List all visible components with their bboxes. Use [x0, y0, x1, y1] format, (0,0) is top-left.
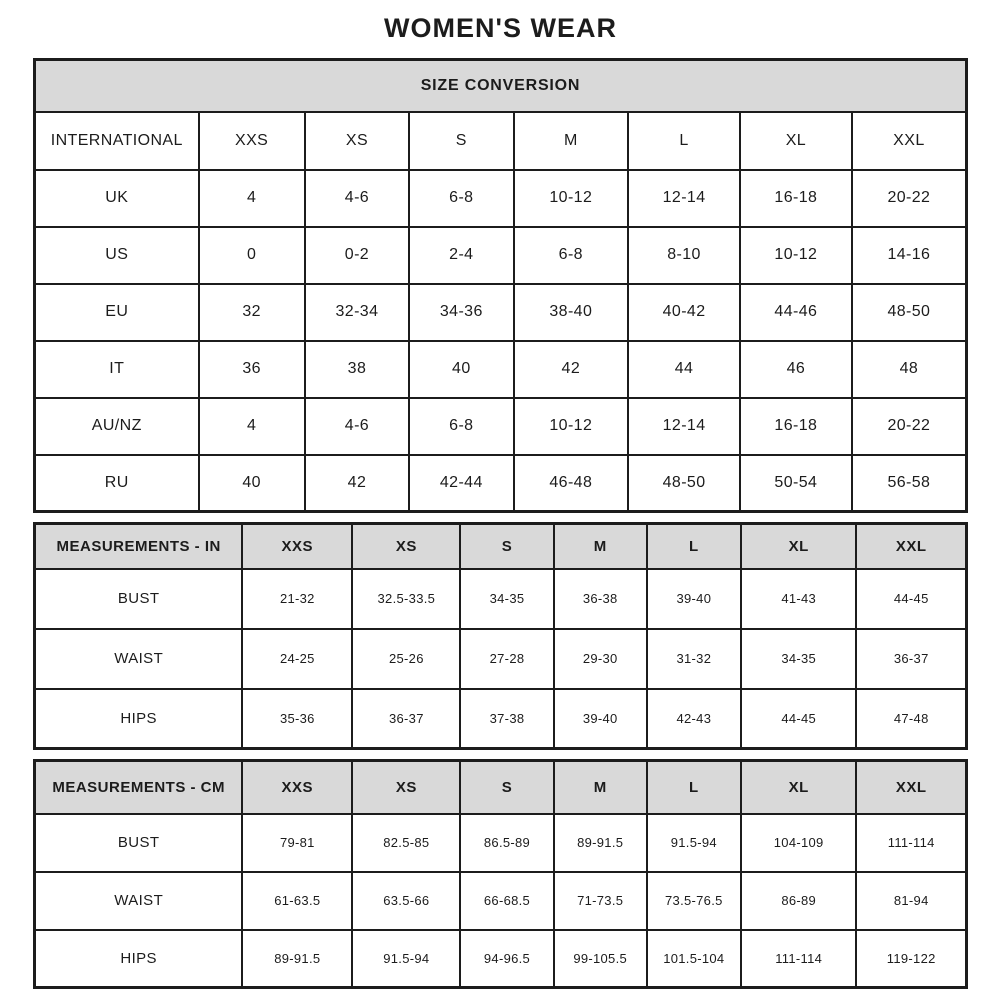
measurement-cell: 82.5-85 — [352, 814, 460, 872]
row-label: HIPS — [35, 689, 243, 749]
measurement-cell: 119-122 — [856, 930, 966, 988]
measurement-cell: 27-28 — [460, 629, 553, 689]
column-header-xs: XS — [352, 524, 460, 569]
column-header-xl: XL — [741, 761, 857, 814]
size-conversion-table — [33, 58, 968, 513]
measurement-cell: 37-38 — [460, 689, 553, 749]
table-row-hips-cm — [35, 930, 967, 988]
row-label: UK — [35, 170, 199, 227]
measurement-cell: 61-63.5 — [242, 872, 352, 930]
measurement-cell: 99-105.5 — [554, 930, 647, 988]
row-label: WAIST — [35, 872, 243, 930]
size-cell: 44-46 — [740, 284, 852, 341]
measurement-cell: 63.5-66 — [352, 872, 460, 930]
measurement-cell: 32.5-33.5 — [352, 569, 460, 629]
measurement-cell: 39-40 — [647, 569, 741, 629]
size-conversion-band-header: SIZE CONVERSION — [35, 60, 967, 112]
size-cell: 0 — [199, 227, 305, 284]
size-cell: 40 — [199, 455, 305, 512]
measurement-cell: 44-45 — [856, 569, 966, 629]
size-cell: 6-8 — [409, 170, 513, 227]
size-cell: 6-8 — [514, 227, 629, 284]
row-label: EU — [35, 284, 199, 341]
measurement-cell: 111-114 — [741, 930, 857, 988]
size-cell: 34-36 — [409, 284, 513, 341]
size-cell: 10-12 — [740, 227, 852, 284]
row-label: BUST — [35, 814, 243, 872]
size-cell: 48-50 — [628, 455, 740, 512]
size-cell: 2-4 — [409, 227, 513, 284]
column-header-xxl: XXL — [852, 112, 967, 170]
size-cell: 10-12 — [514, 170, 629, 227]
size-cell: 50-54 — [740, 455, 852, 512]
size-cell: 16-18 — [740, 398, 852, 455]
column-header-l: L — [647, 761, 741, 814]
table-row-waist-in — [35, 629, 967, 689]
column-header-l: L — [647, 524, 741, 569]
measurement-cell: 34-35 — [460, 569, 553, 629]
table-row-eu — [35, 284, 967, 341]
size-cell: 4 — [199, 170, 305, 227]
size-cell: 16-18 — [740, 170, 852, 227]
size-cell: 56-58 — [852, 455, 967, 512]
table-row-aunz — [35, 398, 967, 455]
measurements-cm-table — [33, 759, 968, 989]
column-header-xxs: XXS — [242, 524, 352, 569]
column-header-xxl: XXL — [856, 761, 966, 814]
measurement-cell: 66-68.5 — [460, 872, 553, 930]
column-header-xxl: XXL — [856, 524, 966, 569]
column-header-xs: XS — [352, 761, 460, 814]
size-cell: 14-16 — [852, 227, 967, 284]
table-row-it — [35, 341, 967, 398]
measurement-cell: 47-48 — [856, 689, 966, 749]
column-header-m: M — [554, 524, 647, 569]
table-row-bust-in — [35, 569, 967, 629]
measurements-in-header: MEASUREMENTS - IN — [35, 524, 243, 569]
size-cell: 4 — [199, 398, 305, 455]
column-header-m: M — [514, 112, 629, 170]
measurement-cell: 36-38 — [554, 569, 647, 629]
row-label: IT — [35, 341, 199, 398]
column-header-s: S — [460, 524, 553, 569]
measurement-cell: 91.5-94 — [647, 814, 741, 872]
row-label: HIPS — [35, 930, 243, 988]
measurements-in-table — [33, 522, 968, 750]
size-cell: 40 — [409, 341, 513, 398]
page-title: WOMEN'S WEAR — [384, 13, 617, 43]
size-cell: 10-12 — [514, 398, 629, 455]
row-label: AU/NZ — [35, 398, 199, 455]
measurement-cell: 24-25 — [242, 629, 352, 689]
column-header-s: S — [460, 761, 553, 814]
size-conversion-columns-row — [35, 112, 967, 170]
column-header-xs: XS — [305, 112, 409, 170]
column-header-international: INTERNATIONAL — [35, 112, 199, 170]
table-row-ru — [35, 455, 967, 512]
measurement-cell: 94-96.5 — [460, 930, 553, 988]
size-cell: 40-42 — [628, 284, 740, 341]
size-cell: 48 — [852, 341, 967, 398]
measurement-cell: 29-30 — [554, 629, 647, 689]
size-cell: 44 — [628, 341, 740, 398]
row-label: RU — [35, 455, 199, 512]
size-cell: 8-10 — [628, 227, 740, 284]
measurement-cell: 41-43 — [741, 569, 857, 629]
column-header-xxs: XXS — [199, 112, 305, 170]
table-row-us — [35, 227, 967, 284]
measurement-cell: 34-35 — [741, 629, 857, 689]
size-cell: 38 — [305, 341, 409, 398]
table-row-bust-cm — [35, 814, 967, 872]
measurement-cell: 91.5-94 — [352, 930, 460, 988]
size-cell: 12-14 — [628, 170, 740, 227]
measurement-cell: 39-40 — [554, 689, 647, 749]
measurement-cell: 21-32 — [242, 569, 352, 629]
measurement-cell: 73.5-76.5 — [647, 872, 741, 930]
table-row-hips-in — [35, 689, 967, 749]
size-cell: 32-34 — [305, 284, 409, 341]
measurement-cell: 36-37 — [352, 689, 460, 749]
size-cell: 48-50 — [852, 284, 967, 341]
size-cell: 12-14 — [628, 398, 740, 455]
measurement-cell: 86-89 — [741, 872, 857, 930]
size-cell: 42 — [305, 455, 409, 512]
row-label: WAIST — [35, 629, 243, 689]
size-cell: 4-6 — [305, 170, 409, 227]
size-cell: 32 — [199, 284, 305, 341]
table-row-waist-cm — [35, 872, 967, 930]
measurement-cell: 89-91.5 — [554, 814, 647, 872]
size-cell: 6-8 — [409, 398, 513, 455]
size-cell: 46 — [740, 341, 852, 398]
size-cell: 42 — [514, 341, 629, 398]
size-cell: 20-22 — [852, 170, 967, 227]
column-header-s: S — [409, 112, 513, 170]
column-header-m: M — [554, 761, 647, 814]
size-cell: 42-44 — [409, 455, 513, 512]
table-row-uk — [35, 170, 967, 227]
size-cell: 36 — [199, 341, 305, 398]
row-label: US — [35, 227, 199, 284]
measurement-cell: 42-43 — [647, 689, 741, 749]
size-cell: 38-40 — [514, 284, 629, 341]
column-header-xl: XL — [741, 524, 857, 569]
measurement-cell: 44-45 — [741, 689, 857, 749]
measurement-cell: 89-91.5 — [242, 930, 352, 988]
row-label: BUST — [35, 569, 243, 629]
measurement-cell: 36-37 — [856, 629, 966, 689]
measurement-cell: 104-109 — [741, 814, 857, 872]
measurement-cell: 35-36 — [242, 689, 352, 749]
measurement-cell: 81-94 — [856, 872, 966, 930]
size-conversion-band-row — [35, 60, 967, 112]
size-cell: 0-2 — [305, 227, 409, 284]
column-header-xl: XL — [740, 112, 852, 170]
size-cell: 4-6 — [305, 398, 409, 455]
measurement-cell: 101.5-104 — [647, 930, 741, 988]
column-header-l: L — [628, 112, 740, 170]
measurements-cm-header: MEASUREMENTS - CM — [35, 761, 243, 814]
measurement-cell: 79-81 — [242, 814, 352, 872]
column-header-xxs: XXS — [242, 761, 352, 814]
measurement-cell: 71-73.5 — [554, 872, 647, 930]
measurement-cell: 31-32 — [647, 629, 741, 689]
measurements-in-header-row — [35, 524, 967, 569]
measurement-cell: 111-114 — [856, 814, 966, 872]
measurement-cell: 25-26 — [352, 629, 460, 689]
size-cell: 20-22 — [852, 398, 967, 455]
size-cell: 46-48 — [514, 455, 629, 512]
measurement-cell: 86.5-89 — [460, 814, 553, 872]
measurements-cm-header-row — [35, 761, 967, 814]
